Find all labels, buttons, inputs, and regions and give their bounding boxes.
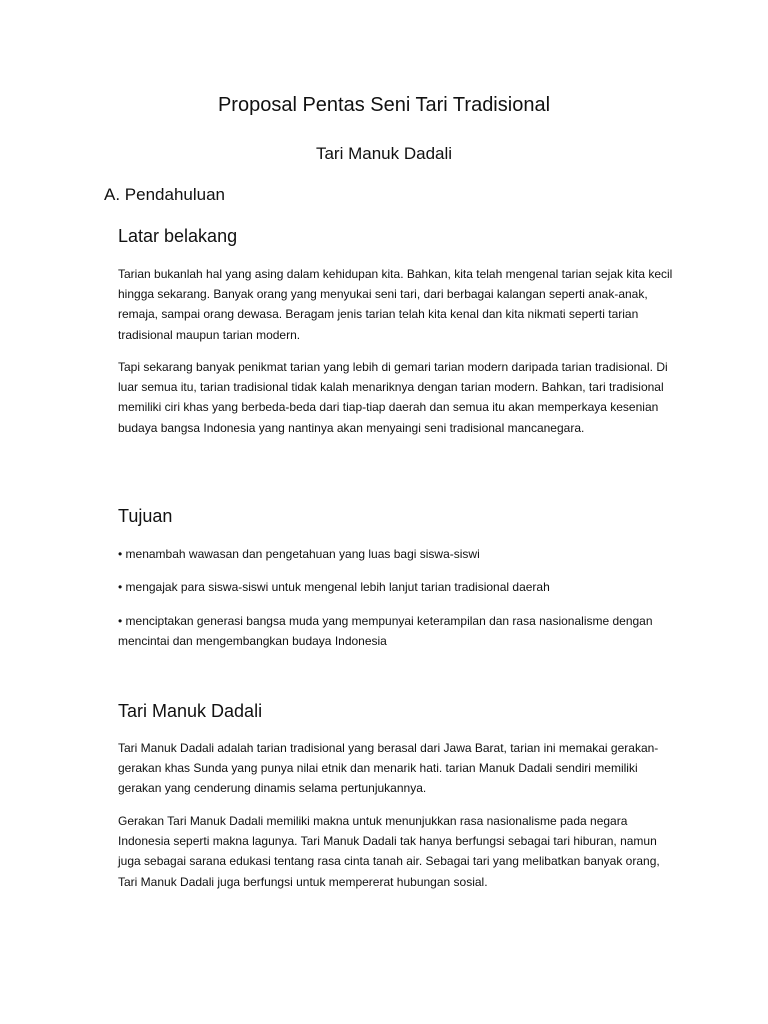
heading-tujuan: Tujuan [118, 506, 173, 526]
document-title: Proposal Pentas Seni Tari Tradisional [217, 94, 551, 116]
heading-tari-manuk-dadali: Tari Manuk Dadali [118, 701, 263, 721]
list-item-tujuan-1: • menambah wawasan dan pengetahuan yang luas bagi siswa-siswi [118, 547, 480, 561]
paragraph-tari-manuk-dadali-2: Gerakan Tari Manuk Dadali memiliki makna untuk menunjukkan rasa nasionalisme pada negara Indonesia seperti makna lagunya. Tari Manuk Dadali tak hanya berfungsi sebagai tari hiburan, namun juga sebagai sarana edukasi tentang rasa cinta tanah air. Sebagai tari yang melibatkan banyak orang, Tari Manuk Dadali juga berfungsi untuk mempererat hubungan sosial. [118, 814, 660, 889]
list-item-tujuan-2: • mengajak para siswa-siswi untuk mengenal lebih lanjut tarian tradisional daerah [118, 580, 550, 594]
paragraph-tari-manuk-dadali-1: Tari Manuk Dadali adalah tarian tradisional yang berasal dari Jawa Barat, tarian ini memakai gerakan-gerakan khas Sunda yang punya nilai etnik dan menarik hati. tarian Manuk Dadali sendiri memiliki gerakan yang cenderung dinamis selama pertunjukannya. [118, 741, 659, 796]
list-item-tujuan-3: • menciptakan generasi bangsa muda yang mempunyai keterampilan dan rasa nasionalisme dengan mencintai dan mengembangkan budaya Indonesia [118, 614, 653, 649]
paragraph-latar-belakang-1: Tarian bukanlah hal yang asing dalam kehidupan kita. Bahkan, kita telah mengenal tarian sejak kita kecil hingga sekarang. Banyak orang yang menyukai seni tari, dari berbagai kalangan seperti anak-anak, remaja, sampai orang dewasa. Beragam jenis tarian telah kita kenal dan kita nikmati seperti tarian tradisional maupun tarian modern. [118, 267, 673, 342]
paragraph-latar-belakang-2: Tapi sekarang banyak penikmat tarian yang lebih di gemari tarian modern daripada tarian tradisional. Di luar semua itu, tarian tradisional tidak kalah menariknya dengan tarian modern. Bahkan, tari tradisional memiliki ciri khas yang berbeda-beda dari tiap-tiap daerah dan semua itu akan memperkaya kesenian budaya bangsa Indonesia yang nantinya akan menyaingi seni tradisional mancanegara. [118, 360, 668, 435]
section-heading-pendahuluan: A. Pendahuluan [104, 185, 225, 204]
document-subtitle: Tari Manuk Dadali [315, 144, 453, 163]
heading-latar-belakang: Latar belakang [118, 226, 238, 246]
